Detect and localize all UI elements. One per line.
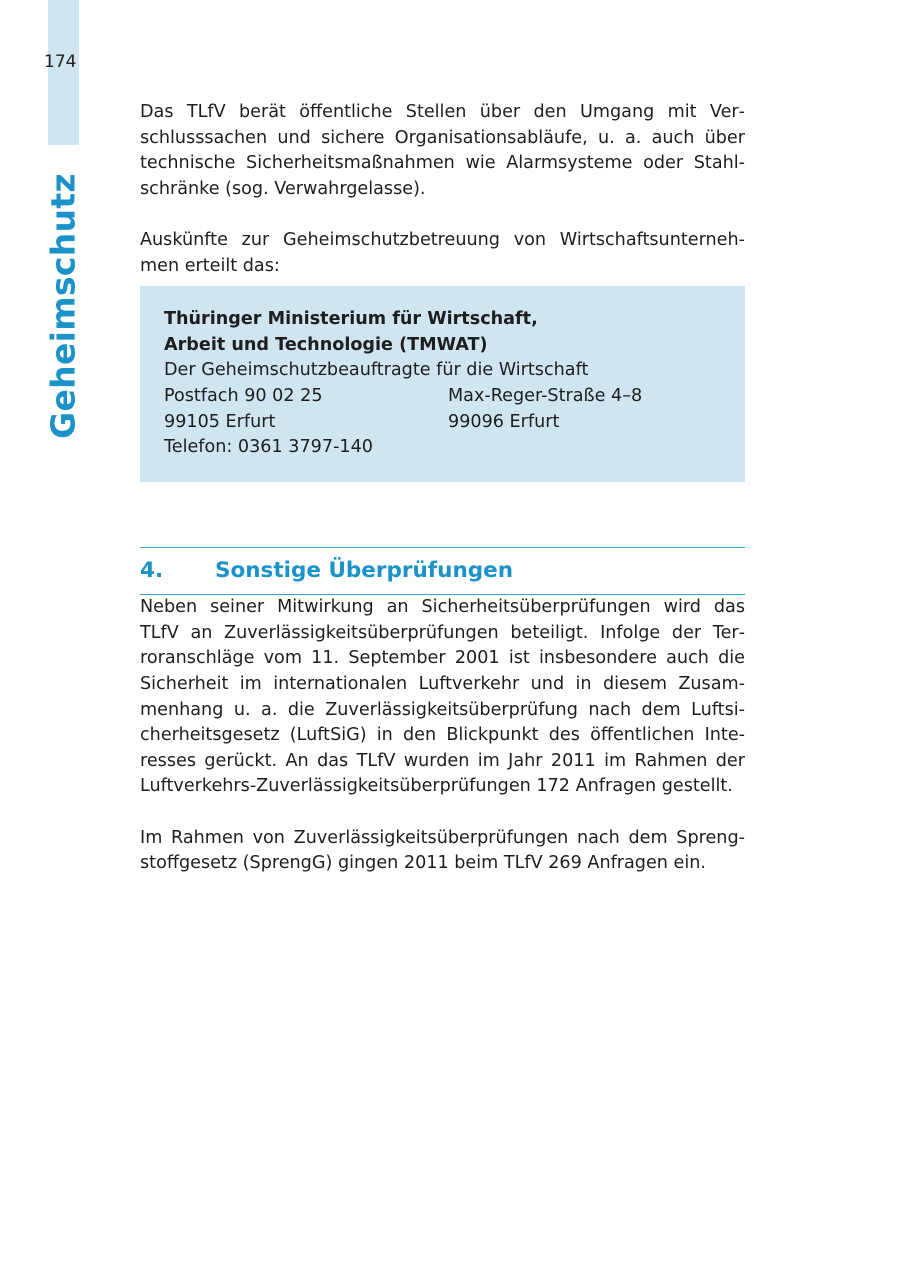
section-heading bbox=[140, 547, 745, 595]
intro-paragraph-1: Das TLfV berät öffentliche Stellen über den Umgang mit Verschlusssachen und sichere Organisationsabläufe, u. a. auch über technische Sicherheitsmaßnahmen wie Alarmsysteme oder Stahlschränke (sog. Verwahrgelasse). bbox=[140, 102, 745, 199]
section-title: Sonstige Überprüfungen bbox=[215, 558, 514, 584]
contact-org-line-1: Thüringer Ministerium für Wirtschaft, bbox=[164, 309, 538, 330]
contact-postbox: Postfach 90 02 25 bbox=[164, 385, 323, 406]
contact-postbox-city: 99105 Erfurt bbox=[164, 411, 276, 432]
contact-org-line-2: Arbeit und Technologie (TMWAT) bbox=[164, 334, 488, 355]
section-paragraph-2: Im Rahmen von Zuverlässigkeitsüberprüfungen nach dem Sprengstoffgesetz (SprengG) gingen 2011 beim TLfV 269 Anfragen ein. bbox=[140, 827, 745, 874]
contact-department: Der Geheimschutzbeauftragte für die Wirtschaft bbox=[164, 360, 589, 381]
page-number: 174 bbox=[44, 52, 77, 72]
contact-box bbox=[140, 286, 745, 482]
section-number: 4. bbox=[140, 558, 164, 584]
contact-address-row bbox=[164, 384, 721, 410]
contact-city-row bbox=[164, 410, 721, 436]
contact-phone: Telefon: 0361 3797-140 bbox=[164, 437, 373, 458]
contact-street: Max-Reger-Straße 4–8 bbox=[448, 385, 643, 406]
page-content bbox=[140, 100, 745, 877]
intro-paragraph-2: Auskünfte zur Geheimschutzbetreuung von Wirtschaftsunternehmen erteilt das: bbox=[140, 229, 745, 276]
section-paragraph-1: Neben seiner Mitwirkung an Sicherheitsüberprüfungen wird das TLfV an Zuverlässigkeitsüberprüfungen beteiligt. Infolge der Terroranschläge vom 11. September 2001 ist insbesondere auch die Sicherheit im internationalen Luftverkehr und in diesem Zusammenhang u. a. die Zuverlässigkeitsüberprüfung nach dem Luftsicherheitsgesetz (LuftSiG) in den Blickpunkt des öffentlichen Interesses gerückt. An das TLfV wurden im Jahr 2011 im Rahmen der Luftverkehrs-Zuverlässigkeitsüberprüfungen 172 Anfragen gestellt. bbox=[140, 597, 745, 797]
chapter-side-title: Geheimschutz bbox=[43, 173, 83, 439]
contact-street-city: 99096 Erfurt bbox=[448, 411, 560, 432]
